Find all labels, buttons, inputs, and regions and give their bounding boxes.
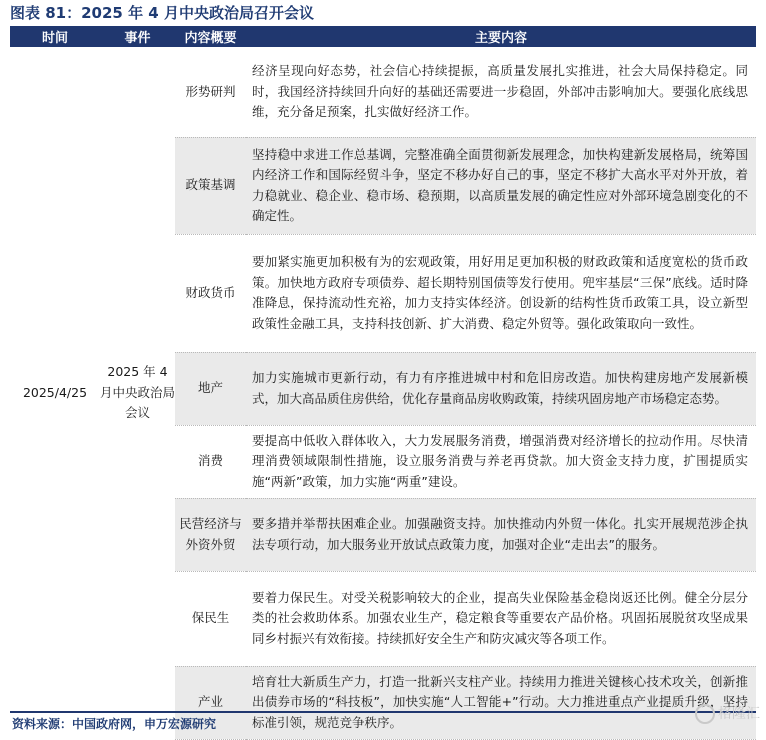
content-cell: 要提高中低收入群体收入，大力发展服务消费，增强消费对经济增长的拉动作用。尽快清理消费领域限制性措施，设立服务消费与养老再贷款。加大资金支持力度，扩围提质实施“两新”政策，加力实施“两重”建设。 <box>246 425 756 498</box>
event-cell: 2025 年 4 月中央政治局会议 <box>100 364 176 421</box>
figure-title: 图表 81：2025 年 4 月中央政治局召开会议 <box>10 4 314 22</box>
table-row <box>10 47 756 137</box>
content-cell: 加力实施城市更新行动，有力有序推进城中村和危旧房改造。加快构建房地产发展新模式，加大高品质住房供给，优化存量商品房收购政策，持续巩固房地产市场稳定态势。 <box>246 352 756 425</box>
content-cell: 要多措并举帮扶困难企业。加强融资支持。加快推动内外贸一体化。扎实开展规范涉企执法专项行动，加大服务业开放试点政策力度，加强对企业“走出去”的服务。 <box>246 498 756 571</box>
topic-cell: 产业 <box>175 666 246 739</box>
topic-cell: 民营经济与外资外贸 <box>175 498 246 571</box>
date-cell: 2025/4/25 <box>22 384 88 400</box>
content-cell: 要加紧实施更加积极有为的宏观政策，用好用足更加积极的财政政策和适度宽松的货币政策。加快地方政府专项债券、超长期特别国债等发行使用。兜牢基层“三保”底线。适时降准降息，保持流动性充裕，加力支持实体经济。创设新的结构性货币政策工具，设立新型政策性金融工具，支持科技创新、扩大消费、稳定外贸等。强化政策取向一致性。 <box>246 234 756 352</box>
topic-cell: 财政货币 <box>175 234 246 352</box>
content-cell: 经济呈现向好态势，社会信心持续提振，高质量发展扎实推进，社会大局保持稳定。同时，我国经济持续回升向好的基础还需要进一步稳固，外部冲击影响加大。要强化底线思维，充分备足预案，扎实做好经济工作。 <box>246 47 756 137</box>
header-time: 时间 <box>10 26 100 47</box>
header-event: 事件 <box>100 26 175 47</box>
content-cell: 坚持稳中求进工作总基调，完整准确全面贯彻新发展理念，加快构建新发展格局，统筹国内经济工作和国际经贸斗争，坚定不移办好自己的事，坚定不移扩大高水平对外开放，着力稳就业、稳企业、稳市场、稳预期，以高质量发展的确定性应对外部环境急剧变化的不确定性。 <box>246 137 756 234</box>
header-topic: 内容概要 <box>175 26 246 47</box>
content-cell: 要着力保民生。对受关税影响较大的企业，提高失业保险基金稳岗返还比例。健全分层分类的社会救助体系。加强农业生产，稳定粮食等重要农产品价格。巩固拓展脱贫攻坚成果同乡村振兴有效衔接。持续抓好安全生产和防灾减灾等各项工作。 <box>246 571 756 666</box>
watermark <box>695 703 760 724</box>
table-header-row <box>10 26 756 47</box>
topic-cell: 地产 <box>175 352 246 425</box>
topic-cell: 形势研判 <box>175 47 246 137</box>
source-note: 资料来源：中国政府网，申万宏源研究 <box>12 717 217 731</box>
topic-cell: 消费 <box>175 425 246 498</box>
meeting-table <box>10 26 756 740</box>
footer-divider <box>10 711 756 713</box>
watermark-logo-icon <box>695 704 715 724</box>
topic-cell: 政策基调 <box>175 137 246 234</box>
header-content: 主要内容 <box>246 26 756 47</box>
topic-cell: 保民生 <box>175 571 246 666</box>
content-cell: 培育壮大新质生产力，打造一批新兴支柱产业。持续用力推进关键核心技术攻关，创新推出债券市场的“科技板”，加快实施“人工智能+”行动。大力推进重点产业提质升级，坚持标准引领，规范竞争秩序。 <box>246 666 756 739</box>
watermark-text: 格隆汇 <box>718 706 760 722</box>
